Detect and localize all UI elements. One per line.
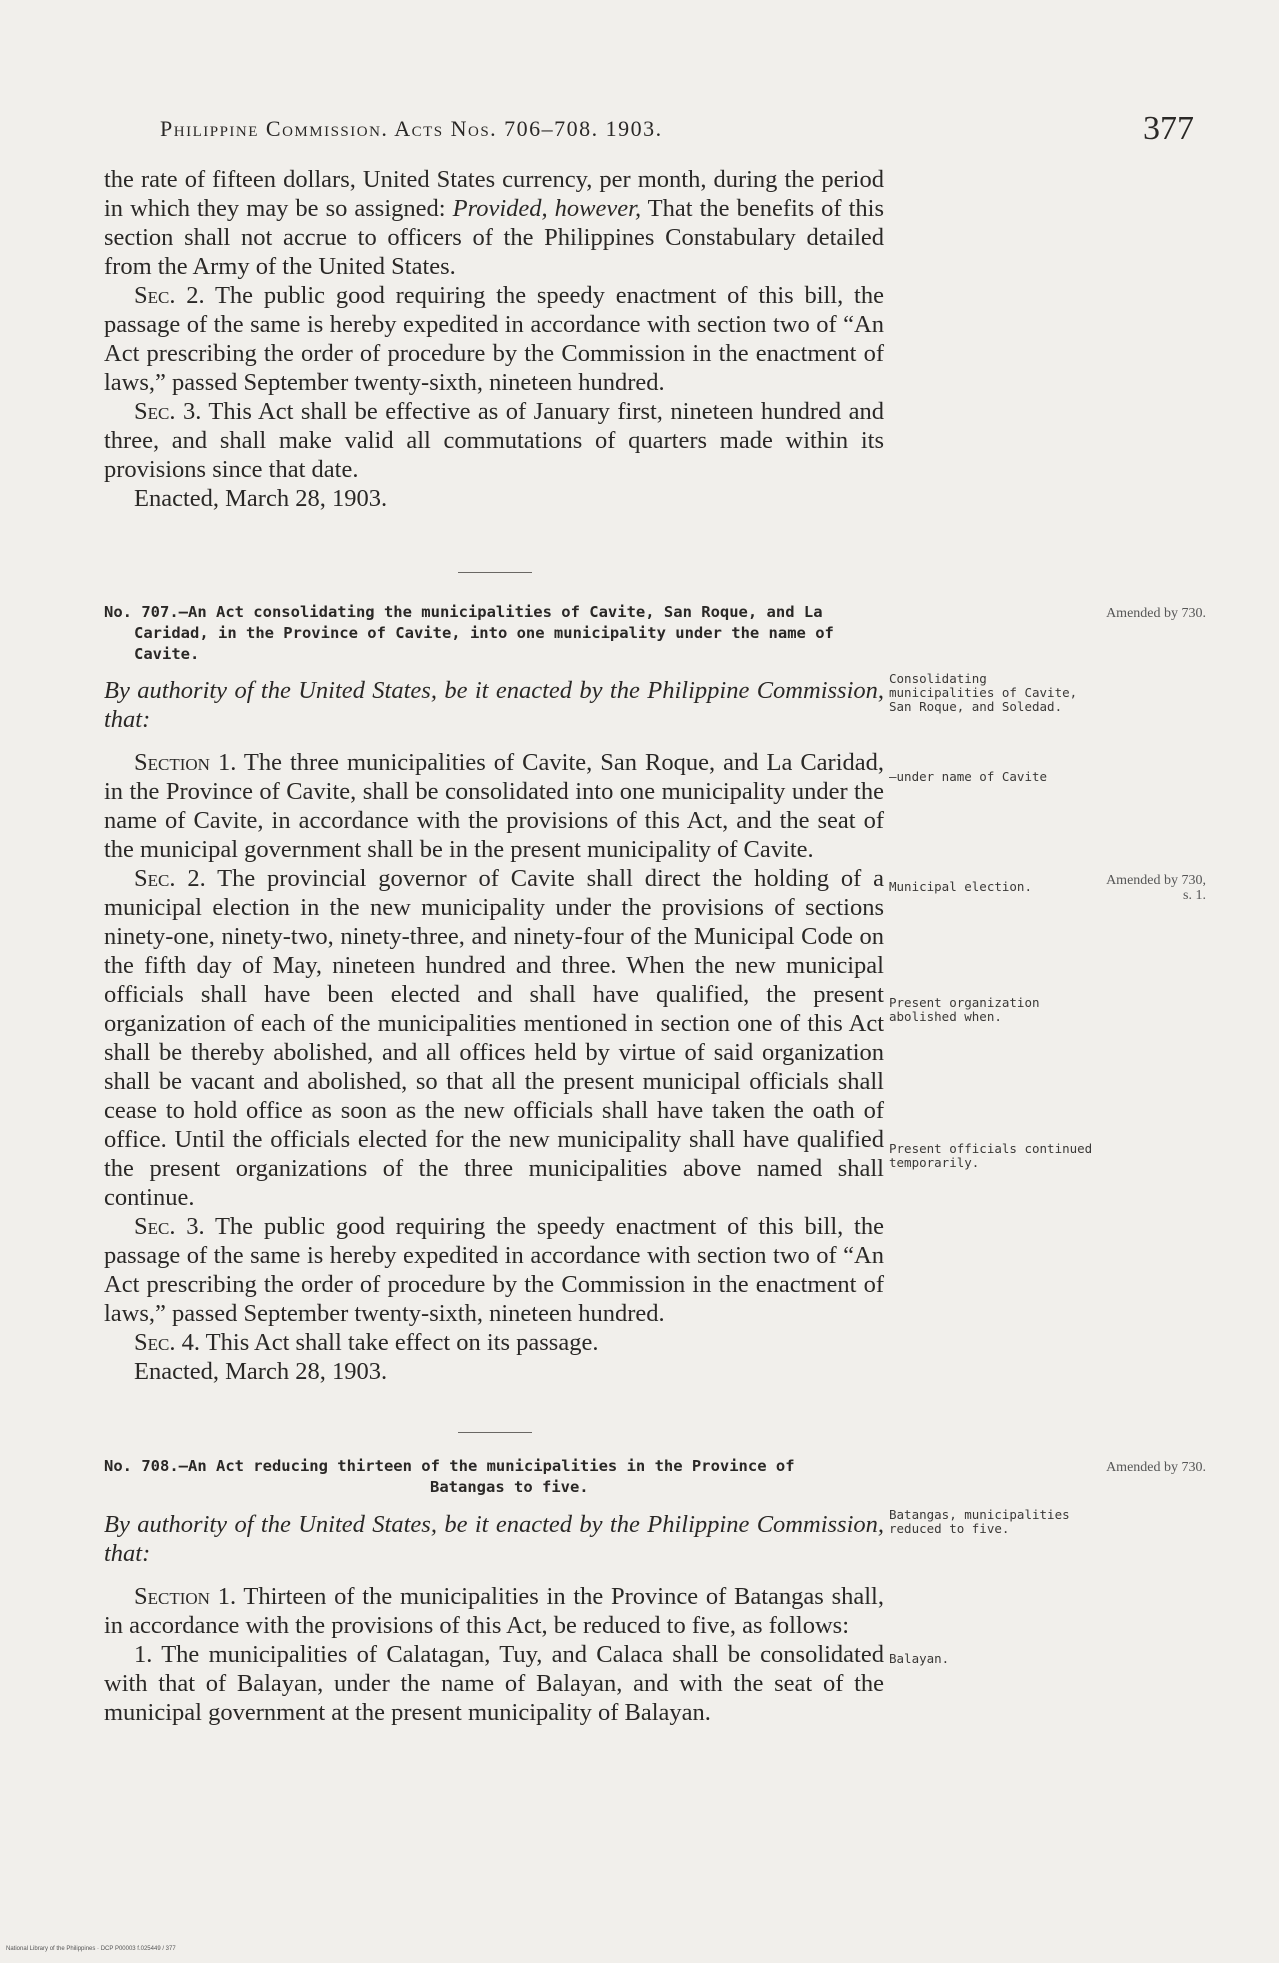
margin-note-batangas: Batangas, municipalities reduced to five. <box>889 1507 1070 1536</box>
section-1: Section 1. Thirteen of the municipalities in the Province of Batangas shall, in accordance with the provisions of this Act, be reduced to five, as follows: <box>104 1583 884 1639</box>
enacted-date: Enacted, March 28, 1903. <box>134 485 388 512</box>
running-head <box>160 116 663 142</box>
act-706-tail <box>104 165 884 513</box>
enacting-clause: By authority of the United States, be it enacted by the Philippine Commission, that: <box>104 1511 884 1567</box>
margin-note-abolished: Present organization abolished when. <box>889 995 1040 1024</box>
amended-note: Amended by 730. <box>1106 1460 1206 1475</box>
proviso-text: Provided, however, <box>452 195 642 222</box>
divider-rule <box>458 572 532 573</box>
margin-note-consolidating: Consolidating municipalities of Cavite, San Roque, and Soledad. <box>889 671 1078 714</box>
section-2: Sec. 2. The public good requiring the speedy enactment of this bill, the passage of the same is hereby expedited in accordance with section two of “An Act prescribing the order of procedure by the Commission in the enactment of laws,” passed September twenty-sixth, nineteen hundred. <box>104 282 884 396</box>
section-4: Sec. 4. This Act shall take effect on its passage. <box>134 1329 599 1356</box>
enacting-clause: By authority of the United States, be it enacted by the Philippine Commission, that: <box>104 677 884 733</box>
margin-note-under-name: —under name of Cavite <box>889 769 1048 784</box>
paragraph-rate: the rate of fifteen dollars, United States currency, per month, during the period in which they may be so assigned: Provided, however, That the benefits of this section shall not accrue to officers of the Philippines Constabulary detailed from the Army of the United States. <box>104 166 885 280</box>
act-708-body <box>104 1510 884 1727</box>
page-number: 377 <box>1143 110 1194 147</box>
act-708-title: No. 708.—An Act reducing thirteen of the municipalities in the Province of Batangas to five. <box>104 1457 795 1496</box>
section-3: Sec. 3. The public good requiring the speedy enactment of this bill, the passage of the same is hereby expedited in accordance with section two of “An Act prescribing the order of procedure by the Commission in the enactment of laws,” passed September twenty-sixth, nineteen hundred. <box>104 1213 884 1327</box>
section-3: Sec. 3. This Act shall be effective as of January first, nineteen hundred and three, and shall make valid all commutations of quarters made within its provisions since that date. <box>104 398 884 483</box>
amended-note: Amended by 730. <box>1106 606 1206 621</box>
act-707-body <box>104 676 884 1386</box>
section-1: Section 1. The three municipalities of Cavite, San Roque, and La Caridad, in the Province of Cavite, shall be consolidated into one municipality under the name of Cavite, in accordance with the provisions of this Act, and the seat of the municipal government shall be in the present municipality of Cavite. <box>104 749 884 863</box>
margin-note-election: Municipal election. <box>889 879 1032 894</box>
divider-rule <box>458 1432 532 1433</box>
act-707-title: No. 707.—An Act consolidating the municipalities of Cavite, San Roque, and La Caridad, in the Province of Cavite, into one municipality under the name of Cavite. <box>104 603 834 663</box>
amended-note-section-2: Amended by 730, s. 1. <box>1106 873 1206 903</box>
scan-footer: National Library of the Philippines · DCP P00003 f.025449 / 377 <box>6 1946 176 1952</box>
margin-note-continued: Present officials continued temporarily. <box>889 1141 1093 1170</box>
item-1: 1. The municipalities of Calatagan, Tuy, and Calaca shall be consolidated with that of Balayan, under the name of Balayan, and with the seat of the municipal government at the present municipality of Balayan. <box>104 1641 884 1726</box>
margin-note-balayan: Balayan. <box>889 1651 950 1666</box>
running-head-text: Philippine Commission. Acts Nos. 706–708. 1903. <box>160 116 663 141</box>
enacted-date: Enacted, March 28, 1903. <box>134 1358 388 1385</box>
section-2: Sec. 2. The provincial governor of Cavite shall direct the holding of a municipal election in the new municipality under the provisions of sections ninety-one, ninety-two, ninety-three, and ninety-four of the Municipal Code on the fifth day of May, nineteen hundred and three. When the new municipal officials shall have been elected and shall have qualified, the present organization of each of the municipalities mentioned in section one of this Act shall be thereby abolished, and all offices held by virtue of said organization shall be vacant and abolished, so that all the present municipal officials shall cease to hold office as soon as the new officials shall have taken the oath of office. Until the officials elected for the new municipality shall have qualified the present organizations of the three municipalities above named shall continue. <box>104 865 884 1211</box>
